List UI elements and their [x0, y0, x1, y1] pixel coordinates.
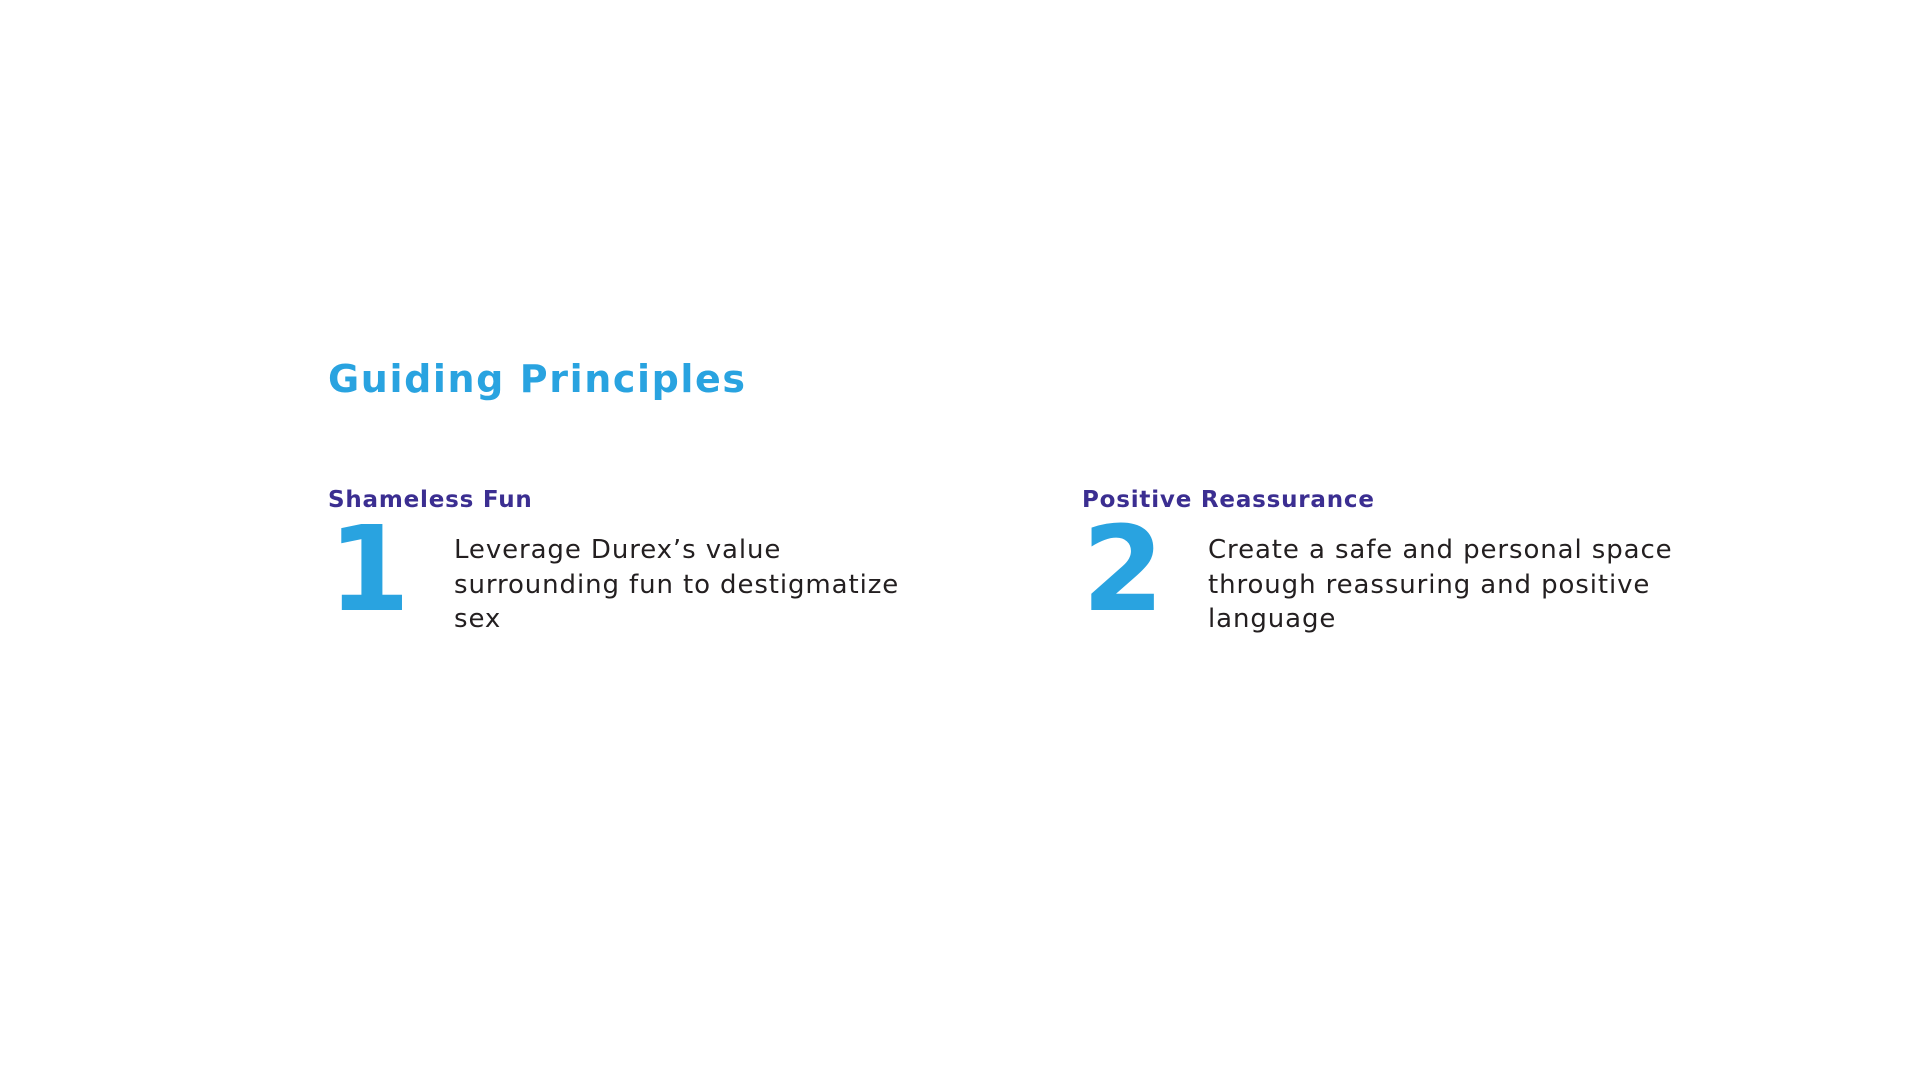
principle-text: Leverage Durex’s value surrounding fun to destigmatize sex	[454, 535, 900, 635]
principle-number: 1	[328, 500, 411, 638]
principles-list	[328, 487, 1728, 637]
principle-heading: Positive Reassurance	[1082, 487, 1375, 513]
principle-text: Create a safe and personal space through reassuring and positive language	[1208, 535, 1673, 635]
principle-item	[328, 487, 958, 637]
principle-number: 2	[1082, 500, 1165, 638]
principle-heading: Shameless Fun	[328, 487, 533, 513]
principle-item	[1082, 487, 1712, 637]
page-title: Guiding Principles	[328, 357, 747, 401]
